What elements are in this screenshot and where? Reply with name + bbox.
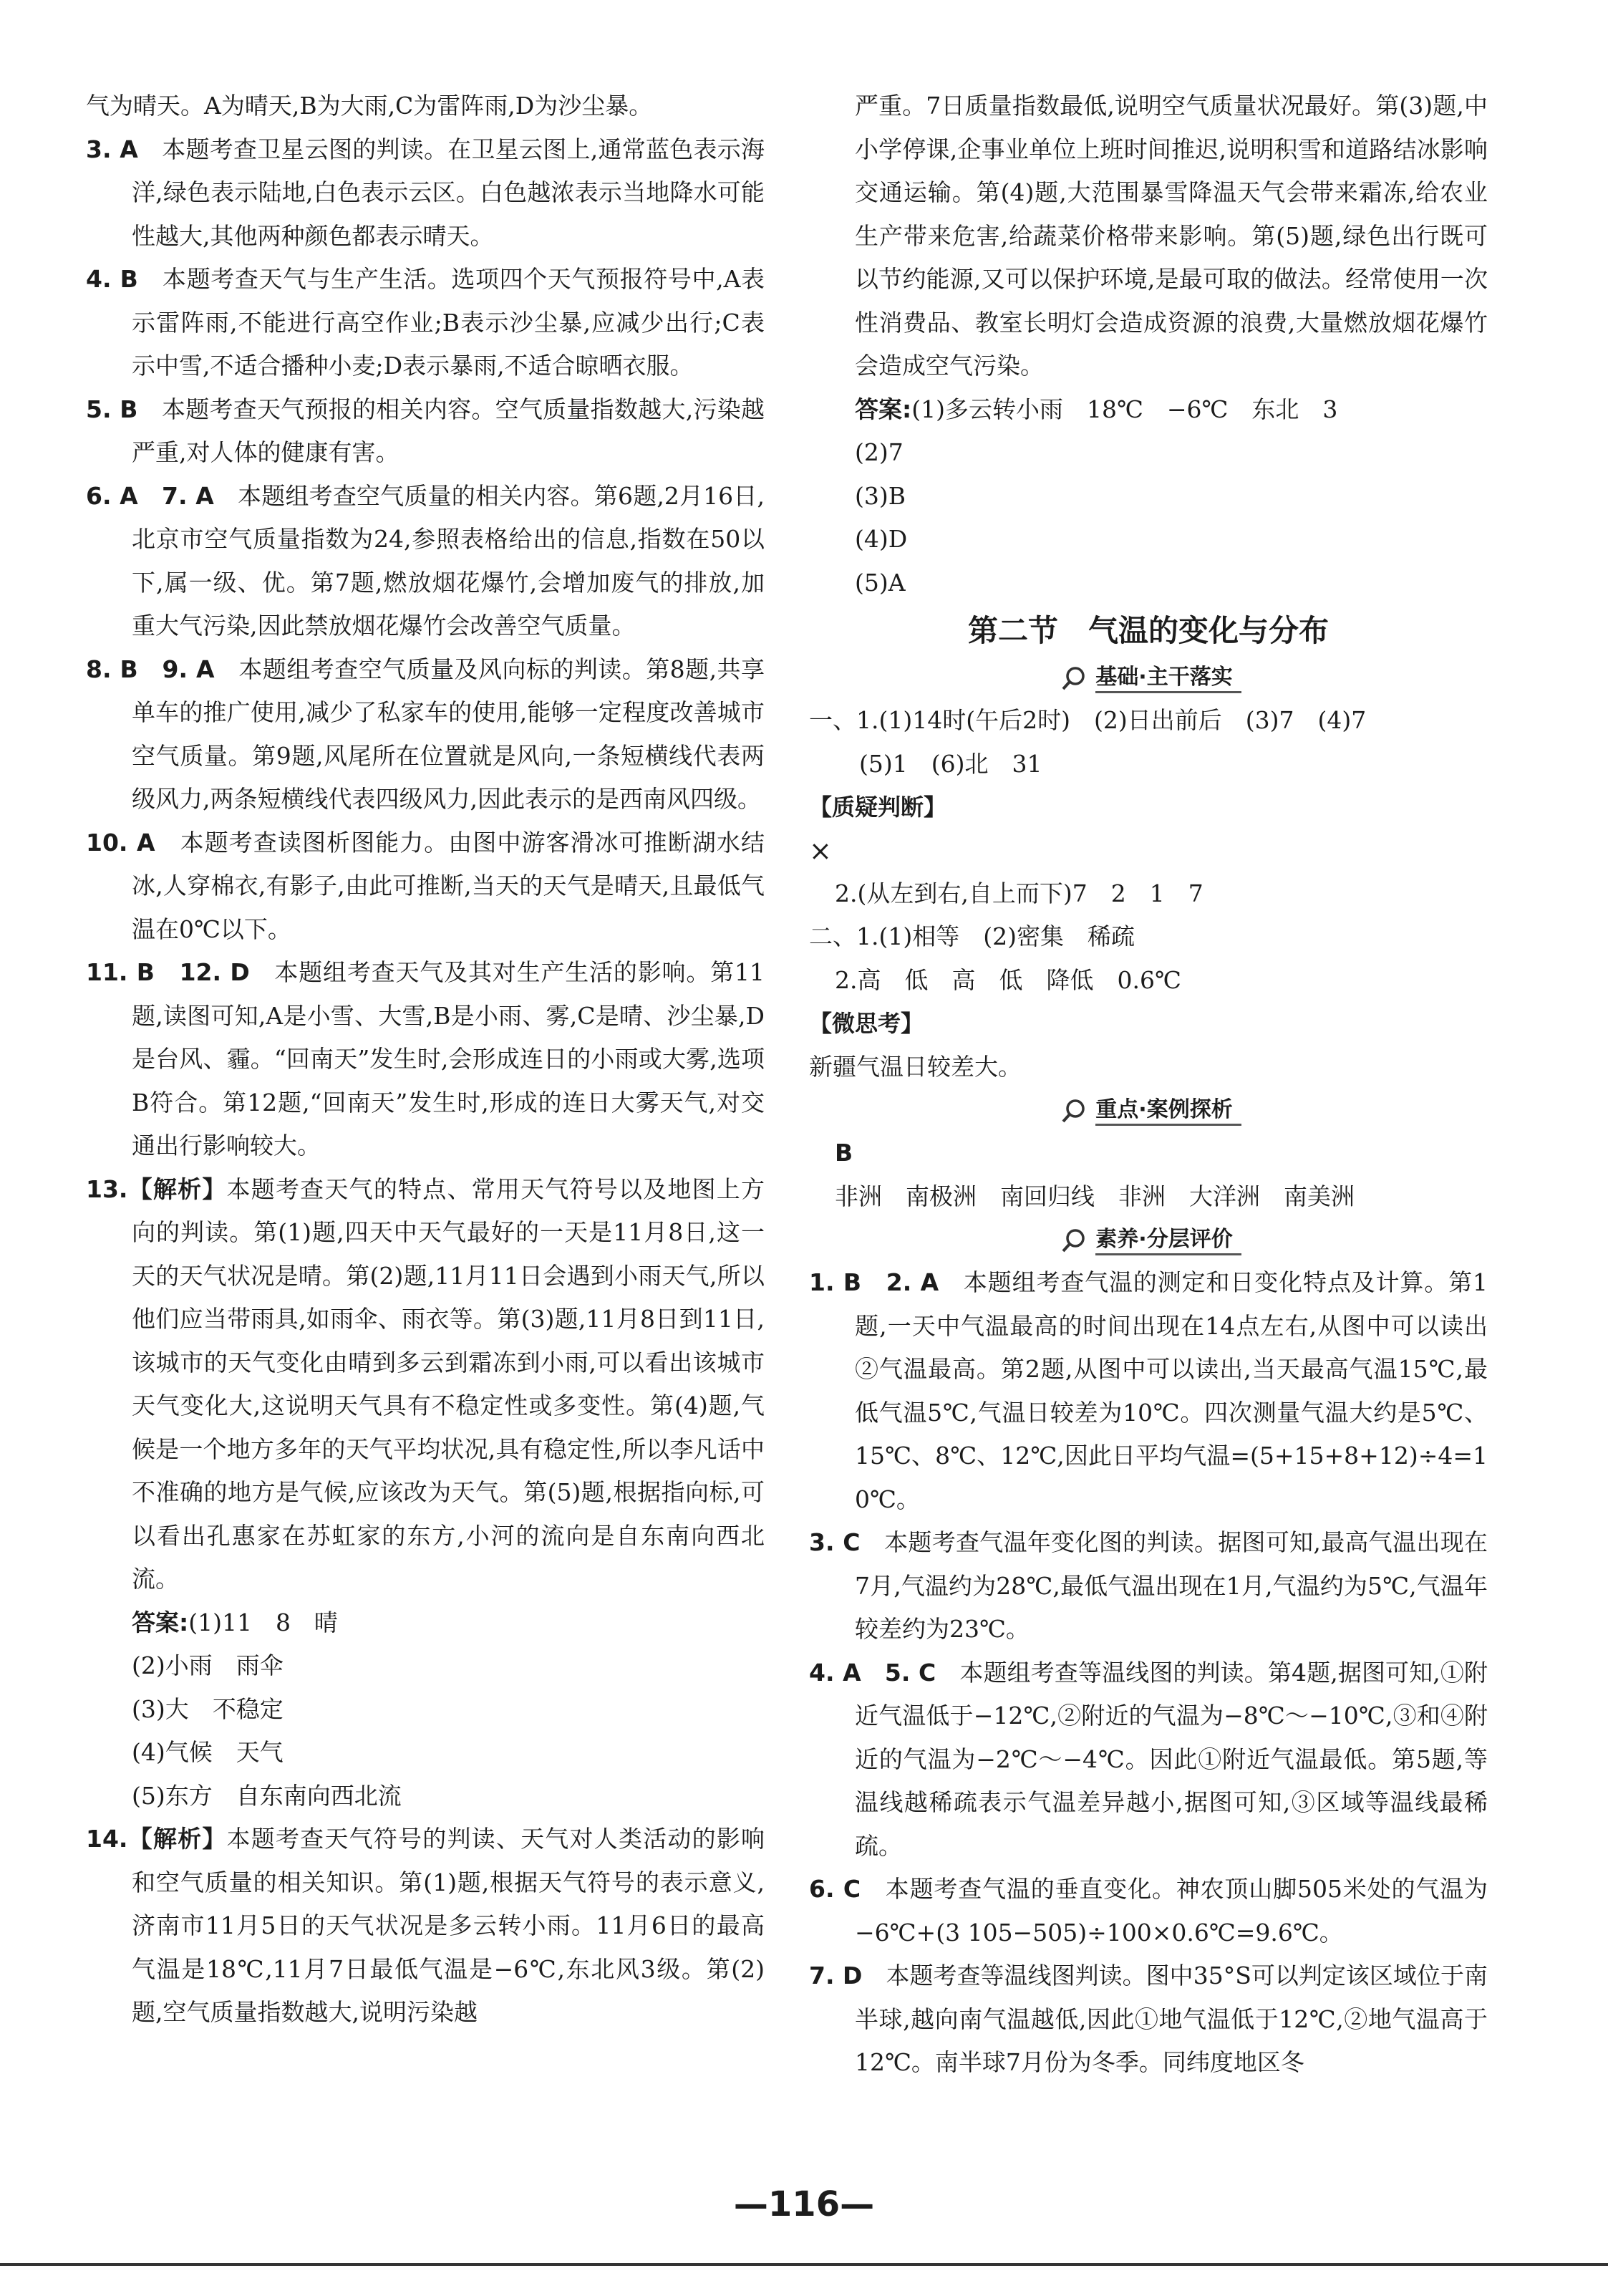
answer-item: 3. C 本题考查气温年变化图的判读。据图可知,最高气温出现在7月,气温约为28℃,最低气温出现在1月,气温约为5℃,气温年较差约为23℃。: [809, 1528, 1488, 1643]
right-column: [809, 85, 1488, 2085]
footer-rule: [0, 2263, 1608, 2266]
sub-heading-key: 重点·案例探析: [809, 1090, 1488, 1130]
key-answer: B: [835, 1139, 853, 1167]
answer-line: (5)东方 自东南向西北流: [132, 1781, 402, 1810]
basic-line: 2.(从左到右,自上而下)7 2 1 7: [835, 879, 1203, 907]
answer-line: (4)D: [855, 525, 908, 553]
basic-line: 2.高 低 高 低 降低 0.6℃: [835, 965, 1181, 994]
section-title: 第二节 气温的变化与分布: [967, 613, 1329, 648]
answer-line: (3)大 不稳定: [132, 1694, 284, 1723]
answer-line: 答案:(1)11 8 晴: [132, 1608, 338, 1636]
answer-item: 5. B 本题考查天气预报的相关内容。空气质量指数越大,污染越严重,对人体的健康有害。: [86, 395, 765, 466]
zhiyi-label: 【质疑判断】: [809, 794, 947, 821]
wei-label: 【微思考】: [809, 1010, 924, 1037]
sub-heading-eval: 素养·分层评价: [809, 1220, 1488, 1260]
magnifier-icon: [1061, 665, 1088, 692]
page-number: —116—: [733, 2184, 875, 2224]
answer-item: 3. A 本题考查卫星云图的判读。在卫星云图上,通常蓝色表示海洋,绿色表示陆地,白色表示云区。白色越浓表示当地降水可能性越大,其他两种颜色都表示晴天。: [86, 135, 765, 250]
answer-item: 11. B 12. D 本题组考查天气及其对生产生活的影响。第11题,读图可知,A是小雪、大雪,B是小雨、雾,C是晴、沙尘暴,D是台风、霾。“回南天”发生时,会形成连日的小雨或大雾,选项B符合。第12题,“回南天”发生时,形成的连日大雾天气,对交通出行影响较大。: [86, 958, 765, 1159]
answer-item: 1. B 2. A 本题组考查气温的测定和日变化特点及计算。第1题,一天中气温最高的时间出现在14点左右,从图中可以读出②气温最高。第2题,从图中可以读出,当天最高气温15℃,最低气温5℃,气温日较差为10℃。四次测量气温大约是5℃、15℃、8℃、12℃,因此日平均气温=(5+15+8+12)÷4=10℃。: [809, 1268, 1488, 1513]
answer-item: 13.【解析】本题考查天气的特点、常用天气符号以及地图上方向的判读。第(1)题,四天中天气最好的一天是11月8日,这一天的天气状况是晴。第(2)题,11月11日会遇到小雨天气,所以他们应当带雨具,如雨伞、雨衣等。第(3)题,11月8日到11日,该城市的天气变化由晴到多云到霜冻到小雨,可以看出该城市天气变化大,这说明天气具有不稳定性或多变性。第(4)题,气候是一个地方多年的天气平均状况,具有稳定性,所以李凡话中不准确的地方是气候,应该改为天气。第(5)题,根据指向标,可以看出孔惠家在苏虹家的东方,小河的流向是自东南向西北流。: [86, 1174, 765, 1593]
answer-item: 10. A 本题考查读图析图能力。由图中游客滑冰可推断湖水结冰,人穿棉衣,有影子,由此可推断,当天的天气是晴天,且最低气温在0℃以下。: [86, 828, 765, 943]
basic-line: (5)1 (6)北 31: [859, 749, 1042, 778]
answer-line: 答案:(1)多云转小雨 18℃ −6℃ 东北 3: [855, 395, 1338, 423]
continuation-text: 严重。7日质量指数最低,说明空气质量状况最好。第(3)题,中小学停课,企事业单位上班时间推迟,说明积雪和道路结冰影响交通运输。第(4)题,大范围暴雪降温天气会带来霜冻,给农业生产带来危害,给蔬菜价格带来影响。第(5)题,绿色出行既可以节约能源,又可以保护环境,是最可取的做法。经常使用一次性消费品、教室长明灯会造成资源的浪费,大量燃放烟花爆竹会造成空气污染。: [855, 92, 1488, 380]
answer-line: (2)7: [855, 438, 904, 466]
answer-line: (3)B: [855, 481, 906, 510]
answer-item: 4. B 本题考查天气与生产生活。选项四个天气预报符号中,A表示雷阵雨,不能进行高空作业;B表示沙尘暴,应减少出行;C表示中雪,不适合播种小麦;D表示暴雨,不适合晾晒衣服。: [86, 265, 765, 380]
answer-line: (4)气候 天气: [132, 1738, 284, 1766]
answer-item: 7. D 本题考查等温线图判读。图中35°S可以判定该区域位于南半球,越向南气温越低,因此①地气温低于12℃,②地气温高于12℃。南半球7月份为冬季。同纬度地区冬: [809, 1962, 1488, 2076]
left-column: [86, 85, 765, 2035]
key-line: 非洲 南极洲 南回归线 非洲 大洋洲 南美洲: [835, 1182, 1355, 1210]
answer-item: 8. B 9. A 本题组考查空气质量及风向标的判读。第8题,共享单车的推广使用,减少了私家车的使用,能够一定程度改善城市空气质量。第9题,风尾所在位置就是风向,一条短横线代表两级风力,两条短横线代表四级风力,因此表示的是西南风四级。: [86, 655, 765, 813]
left-line-0: 气为晴天。A为晴天,B为大雨,C为雷阵雨,D为沙尘暴。: [86, 92, 653, 120]
wei-text: 新疆气温日较差大。: [809, 1052, 1022, 1081]
cross-mark: ×: [809, 834, 832, 867]
basic-line: 一、1.(1)14时(午后2时) (2)日出前后 (3)7 (4)7: [809, 706, 1367, 734]
magnifier-icon: [1061, 1097, 1088, 1124]
sub-heading-basic: 基础·主干落实: [809, 657, 1488, 698]
answer-line: (5)A: [855, 568, 906, 597]
basic-line: 二、1.(1)相等 (2)密集 稀疏: [809, 922, 1135, 950]
answer-item: 4. A 5. C 本题组考查等温线图的判读。第4题,据图可知,①附近气温低于−12℃,②附近的气温为−8℃～−10℃,③和④附近的气温为−2℃～−4℃。因此①附近气温最低。第5题,等温线越稀疏表示气温差异越小,据图可知,③区域等温线最稀疏。: [809, 1658, 1488, 1860]
answer-item: 6. A 7. A 本题组考查空气质量的相关内容。第6题,2月16日,北京市空气质量指数为24,参照表格给出的信息,指数在50以下,属一级、优。第7题,燃放烟花爆竹,会增加废气的排放,加重大气污染,因此禁放烟花爆竹会改善空气质量。: [86, 481, 765, 640]
answer-line: (2)小雨 雨伞: [132, 1651, 284, 1679]
magnifier-icon: [1061, 1227, 1088, 1254]
answer-item: 6. C 本题考查气温的垂直变化。神农顶山脚505米处的气温为−6℃+(3 105−505)÷100×0.6℃=9.6℃。: [809, 1875, 1488, 1947]
answer-item: 14.【解析】本题考查天气符号的判读、天气对人类活动的影响和空气质量的相关知识。第(1)题,根据天气符号的表示意义,济南市11月5日的天气状况是多云转小雨。11月6日的最高气温是18℃,11月7日最低气温是−6℃,东北风3级。第(2)题,空气质量指数越大,说明污染越: [86, 1825, 765, 2026]
